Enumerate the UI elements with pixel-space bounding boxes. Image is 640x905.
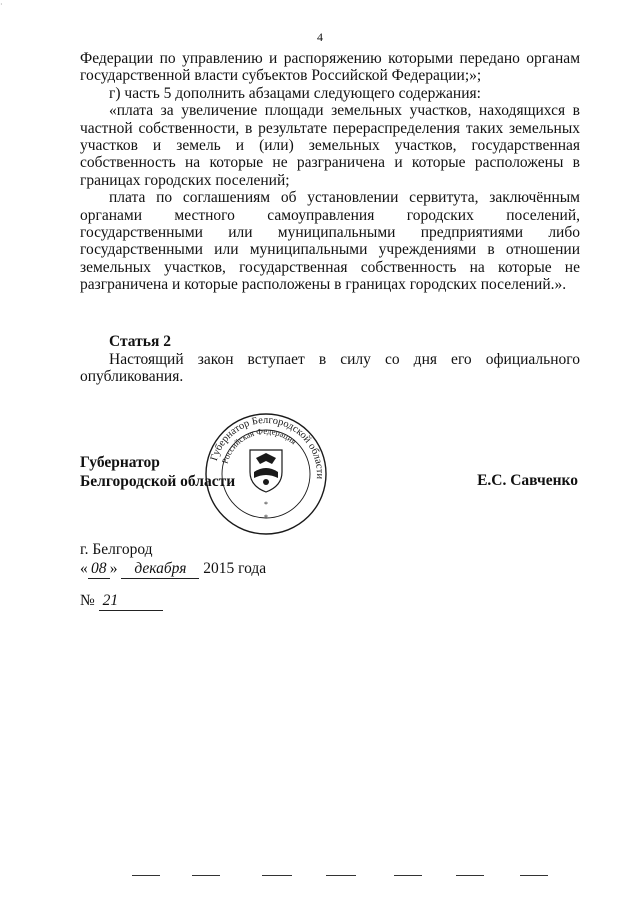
date-year: 2015 года [203, 560, 267, 577]
official-seal-stamp [204, 412, 328, 536]
date-open-quote: « [80, 560, 88, 577]
page-number: 4 [317, 30, 323, 44]
date-close-quote: » [109, 560, 118, 577]
date-day: 08 [88, 559, 110, 579]
paragraph-amendment-intro: г) часть 5 дополнить абзацами следующего содержания: [109, 84, 481, 102]
scan-mark [520, 875, 548, 876]
scan-corner-mark: · [0, 0, 3, 9]
signer-region: Белгородской области [80, 473, 236, 490]
signing-date [80, 559, 266, 579]
signer-position: Губернатор [80, 454, 160, 471]
paragraph-land-area-fee: «плата за увеличение площади земельных участков, находящихся в частной собственности, в результате перераспределения таких земельных участков и земель и (или) земельных участков, государственная собственность на которые не разграничена и которые расположены в границах городских поселений; [80, 102, 580, 189]
signer-name: Е.С. Савченко [477, 472, 578, 489]
paragraph-continuation: Федерации по управлению и распоряжению которыми передано органам государственной власти субъектов Российской Федерации;»; [80, 50, 580, 85]
place-date-block [80, 540, 266, 579]
number-value: 21 [99, 592, 163, 611]
scan-mark [394, 875, 422, 876]
number-sign: № [80, 592, 95, 609]
seal-star-icon: * [264, 500, 268, 509]
scan-mark [132, 875, 160, 876]
date-month: декабря [121, 559, 199, 579]
scan-mark [326, 875, 356, 876]
city: г. Белгород [80, 541, 153, 558]
coat-of-arms-icon [250, 450, 282, 492]
seal-outer-text: Губернатор Белгородской области [208, 414, 326, 480]
article-2-text: Настоящий закон вступает в силу со дня его официального опубликования. [80, 351, 580, 386]
law-text-body [80, 50, 580, 294]
scan-mark [192, 875, 220, 876]
law-number [80, 592, 163, 611]
seal-inner-text: Российская Федерация [219, 425, 299, 465]
bottom-scan-marks [0, 875, 640, 885]
article-2-title: Статья 2 [109, 333, 171, 350]
seal-star-icon: * [264, 513, 268, 522]
paragraph-servitude-fee: плата по соглашениям об установлении сервитута, заключённым органами местного самоуправления городских поселений, государственными или муниципальными предприятиями либо государственными или муниципальными учреждениями в отношении земельных участков, государственная собственность на которые не разграничена и которые расположены в границах городских поселений.». [80, 189, 580, 294]
scan-mark [262, 875, 292, 876]
scan-mark [456, 875, 484, 876]
